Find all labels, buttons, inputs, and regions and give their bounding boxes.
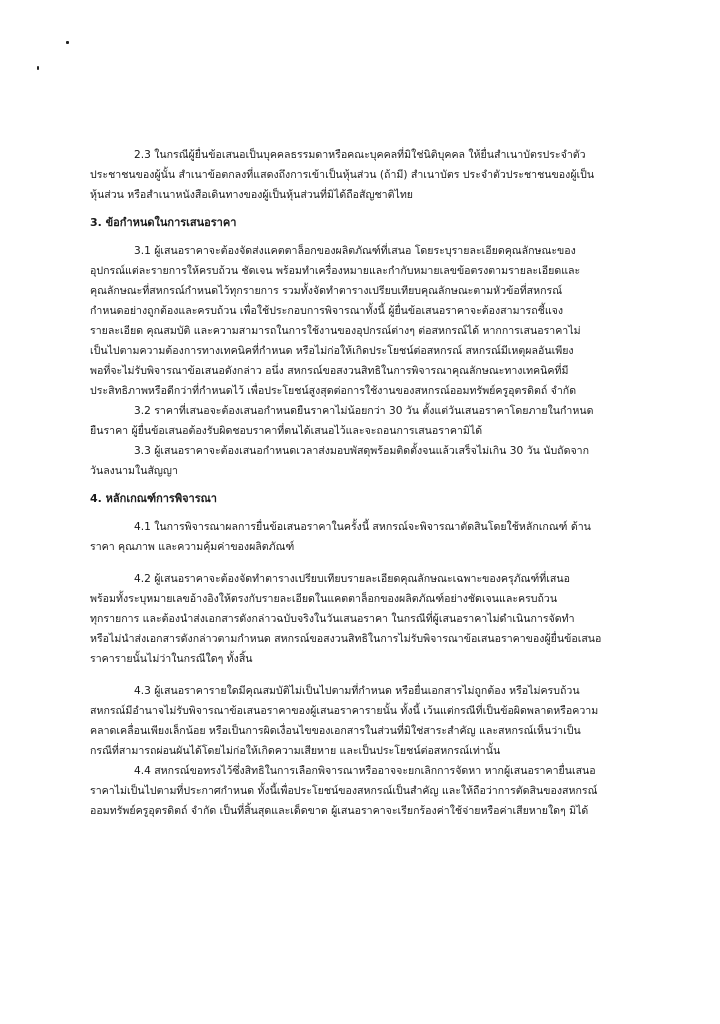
paragraph-line: 3.2 ราคาที่เสนอจะต้องเสนอกำหนดยืนราคาไม่น้อยกว่า 30 วัน ตั้งแต่วันเสนอราคาโดยภายในกำหนด	[134, 405, 594, 417]
paragraph-line: วันลงนามในสัญญา	[90, 465, 178, 477]
paragraph-line: คลาดเคลื่อนเพียงเล็กน้อย หรือเป็นการผิดเงื่อนไขของเอกสารในส่วนที่มิใช่สาระสำคัญ และสหกรณ์เห็นว่าเป็น	[90, 725, 581, 737]
section-4-heading: 4. หลักเกณฑ์การพิจารณา	[90, 492, 217, 505]
clause-4-3	[90, 681, 662, 761]
paragraph-line: ยืนราคา ผู้ยื่นข้อเสนอต้องรับผิดชอบราคาที่ตนได้เสนอไว้และจะถอนการเสนอราคามิได้	[90, 425, 483, 437]
paragraph-line: พอที่จะไม่รับพิจารณาข้อเสนอดังกล่าว อนึ่ง สหกรณ์ขอสงวนสิทธิในการพิจารณาคุณลักษณะทางเทคนิคที่มี	[90, 365, 569, 377]
scan-speck	[66, 41, 69, 44]
paragraph-line: ประสิทธิภาพหรือดีกว่าที่กำหนดไว้ เพื่อประโยชน์สูงสุดต่อการใช้งานของสหกรณ์ออมทรัพย์ครูอุตรดิตถ์ จำกัด	[90, 385, 577, 397]
paragraph-line: กรณีที่สามารถผ่อนผันได้โดยไม่ก่อให้เกิดความเสียหาย และเป็นประโยชน์ต่อสหกรณ์เท่านั้น	[90, 745, 501, 757]
paragraph-line: เป็นไปตามความต้องการทางเทคนิคที่กำหนด หรือไม่ก่อให้เกิดประโยชน์ต่อสหกรณ์ สหกรณ์มีเหตุผลอันเพียง	[90, 345, 574, 357]
clause-3-2	[90, 401, 662, 441]
paragraph-line: ราคา คุณภาพ และความคุ้มค่าของผลิตภัณฑ์	[90, 541, 295, 553]
scan-speck	[37, 66, 39, 70]
paragraph-line: ราคาไม่เป็นไปตามที่ประกาศกำหนด ทั้งนี้เพื่อประโยชน์ของสหกรณ์เป็นสำคัญ และให้ถือว่าการตัดสินของสหกรณ์	[90, 785, 598, 797]
paragraph-line: รายละเอียด คุณสมบัติ และความสามารถในการใช้งานของอุปกรณ์ต่างๆ ต่อสหกรณ์ได้ หากการเสนอราคาไม่	[90, 325, 581, 337]
paragraph-line: สหกรณ์มีอำนาจไม่รับพิจารณาข้อเสนอราคาของผู้เสนอราคารายนั้น ทั้งนี้ เว้นแต่กรณีที่เป็นข้อผิดพลาดหรือความ	[90, 705, 599, 717]
paragraph-line: ราคารายนั้นไม่ว่าในกรณีใดๆ ทั้งสิ้น	[90, 653, 253, 665]
paragraph-line: 3.3 ผู้เสนอราคาจะต้องเสนอกำหนดเวลาส่งมอบพัสดุพร้อมติดตั้งจนแล้วเสร็จไม่เกิน 30 วัน นับถัดจาก	[134, 445, 590, 457]
paragraph-line: หรือไม่นำส่งเอกสารดังกล่าวตามกำหนด สหกรณ์ขอสงวนสิทธิในการไม่รับพิจารณาข้อเสนอราคาของผู้ยื่นข้อเสนอ	[90, 633, 602, 645]
clause-3-3	[90, 441, 662, 481]
paragraph-line: พร้อมทั้งระบุหมายเลขอ้างอิงให้ตรงกับรายละเอียดในแคตตาล็อกของผลิตภัณฑ์อย่างชัดเจนและครบถ้วน	[90, 593, 558, 605]
section-3-heading: 3. ข้อกำหนดในการเสนอราคา	[90, 216, 237, 229]
clause-4-1	[90, 517, 662, 557]
clause-4-4	[90, 761, 662, 821]
paragraph-line: คุณลักษณะที่สหกรณ์กำหนดไว้ทุกรายการ รวมทั้งจัดทำตารางเปรียบเทียบคุณลักษณะตามหัวข้อที่สหกรณ์	[90, 285, 563, 297]
paragraph-line: หุ้นส่วน หรือสำเนาหนังสือเดินทางของผู้เป็นหุ้นส่วนที่มิได้ถือสัญชาติไทย	[90, 189, 414, 201]
paragraph-line: ประชาชนของผู้นั้น สำเนาข้อตกลงที่แสดงถึงการเข้าเป็นหุ้นส่วน (ถ้ามี) สำเนาบัตร ประจำตัวประชาชนของผู้เป็น	[90, 169, 595, 181]
paragraph-line: 4.3 ผู้เสนอราคารายใดมีคุณสมบัติไม่เป็นไปตามที่กำหนด หรือยื่นเอกสารไม่ถูกต้อง หรือไม่ครบถ้วน	[134, 685, 580, 697]
paragraph-line: 4.1 ในการพิจารณาผลการยื่นข้อเสนอราคาในครั้งนี้ สหกรณ์จะพิจารณาตัดสินโดยใช้หลักเกณฑ์ ด้าน	[134, 521, 591, 533]
paragraph-line: 3.1 ผู้เสนอราคาจะต้องจัดส่งแคตตาล็อกของผลิตภัณฑ์ที่เสนอ โดยระบุรายละเอียดคุณลักษณะของ	[134, 245, 576, 257]
clause-4-2	[90, 569, 662, 669]
document-body	[90, 145, 662, 821]
paragraph-line: ทุกรายการ และต้องนำส่งเอกสารดังกล่าวฉบับจริงในวันเสนอราคา ในกรณีที่ผู้เสนอราคาไม่ดำเนินการจัดทำ	[90, 613, 575, 625]
clause-3-1	[90, 241, 662, 401]
paragraph-line: อุปกรณ์แต่ละรายการให้ครบถ้วน ชัดเจน พร้อมทำเครื่องหมายและกำกับหมายเลขข้อตรงตามรายละเอียดและ	[90, 265, 581, 277]
clause-2-3	[90, 145, 662, 205]
paragraph-line: 4.2 ผู้เสนอราคาจะต้องจัดทำตารางเปรียบเทียบรายละเอียดคุณลักษณะเฉพาะของครุภัณฑ์ที่เสนอ	[134, 573, 570, 585]
paragraph-line: 2.3 ในกรณีผู้ยื่นข้อเสนอเป็นบุคคลธรรมดาหรือคณะบุคคลที่มิใช่นิติบุคคล ให้ยื่นสำเนาบัตรประจำตัว	[134, 149, 586, 161]
paragraph-line: กำหนดอย่างถูกต้องและครบถ้วน เพื่อใช้ประกอบการพิจารณาทั้งนี้ ผู้ยื่นข้อเสนอราคาจะต้องสามารถชี้แจง	[90, 305, 564, 317]
paragraph-line: 4.4 สหกรณ์ขอทรงไว้ซึ่งสิทธิในการเลือกพิจารณาหรืออาจจะยกเลิกการจัดหา หากผู้เสนอราคายื่นเสนอ	[134, 765, 596, 777]
paragraph-line: ออมทรัพย์ครูอุตรดิตถ์ จำกัด เป็นที่สิ้นสุดและเด็ดขาด ผู้เสนอราคาจะเรียกร้องค่าใช้จ่ายหรือค่าเสียหายใดๆ มิได้	[90, 805, 589, 817]
